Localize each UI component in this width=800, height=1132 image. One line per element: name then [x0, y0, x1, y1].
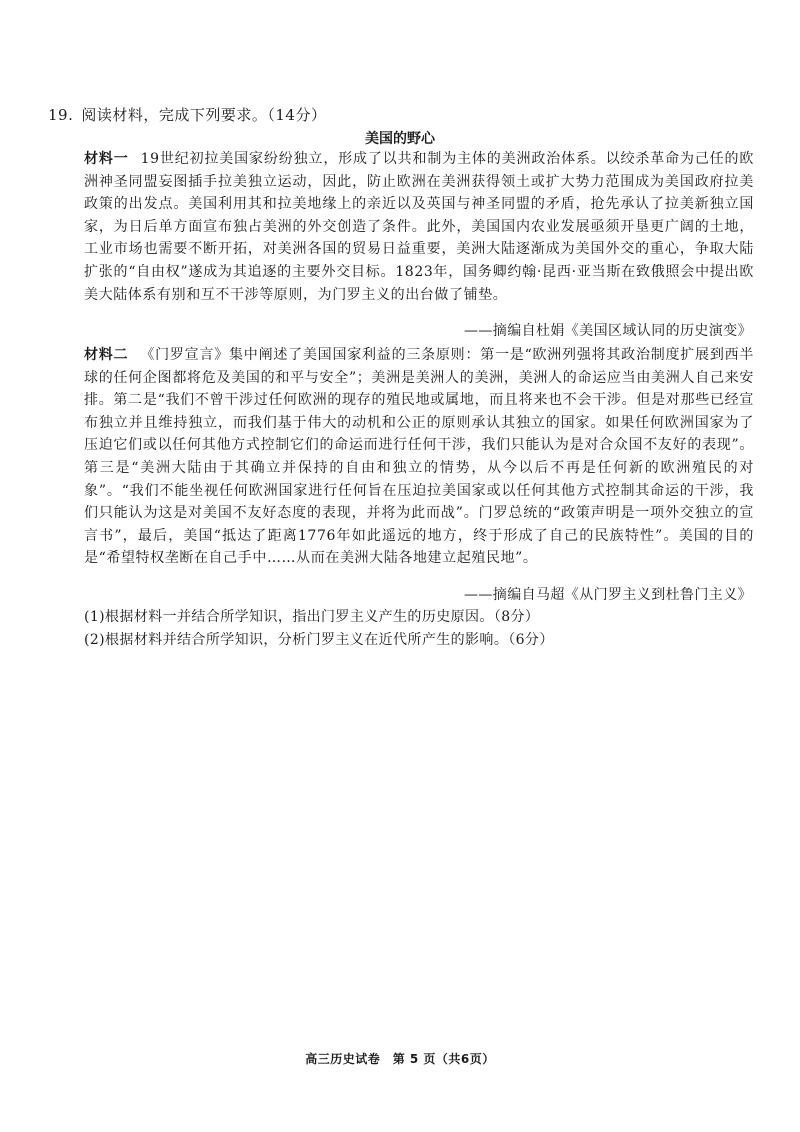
- material-one-source: ——摘编自杜娟《美国区域认同的历史演变》: [464, 323, 752, 339]
- subquestion-1: (1)根据材料一并结合所学知识，指出门罗主义产生的历史原因。（8分）: [84, 609, 540, 625]
- question-number: 19.: [48, 106, 74, 124]
- subquestion-2: (2)根据材料并结合所学知识，分析门罗主义在近代所产生的影响。（6分）: [84, 632, 554, 648]
- material-one: [84, 148, 754, 306]
- material-one-text: 19世纪初拉美国家纷纷独立，形成了以共和制为主体的美洲政治体系。以绞杀革命为己任的欧洲神圣同盟妄图插手拉美独立运动，因此，防止欧洲在美洲获得领土或扩大势力范围成为美国政府拉美政策的出发点。美国利用其和拉美地缘上的亲近以及英国与神圣同盟的矛盾，抢先承认了拉美新独立国家，为日后单方面宣布独占美洲的外交创造了条件。此外，美国国内农业发展亟须开垦更广阔的土地，工业市场也需要不断开拓，对美洲各国的贸易日益重要，美洲大陆逐渐成为美国外交的重心，争取大陆扩张的“自由权”遂成为其追逐的主要外交目标。1823年，国务卿约翰·昆西·亚当斯在致俄照会中提出欧美大陆体系有别和互不干涉等原则，为门罗主义的出台做了铺垫。: [84, 151, 754, 303]
- page-footer: 高三历史试卷 第 5 页（共6页）: [305, 1052, 495, 1066]
- question-header: [48, 104, 326, 126]
- question-instruction: 阅读材料，完成下列要求。（14分）: [81, 106, 327, 124]
- material-one-label: 材料一: [84, 151, 129, 167]
- material-two-label: 材料二: [84, 347, 129, 363]
- material-two: [84, 344, 754, 570]
- material-two-text: 《门罗宣言》集中阐述了美国国家利益的三条原则：第一是“欧洲列强将其政治制度扩展到西半球的任何企图都将危及美国的和平与安全”；美洲是美洲人的美洲，美洲人的命运应当由美洲人自己来安排。第二是“我们不曾干涉过任何欧洲的现存的殖民地或属地，而且将来也不会干涉。但是对那些已经宣布独立并且维持独立，而我们基于伟大的动机和公正的原则承认其独立的国家。如果任何欧洲国家为了压迫它们或以任何其他方式控制它们的命运而进行任何干涉，我们只能认为是对合众国不友好的表现”。第三是“美洲大陆由于其确立并保持的自由和独立的情势，从今以后不再是任何新的欧洲殖民的对象”。“我们不能坐视任何欧洲国家进行任何旨在压迫拉美国家或以任何其他方式控制其命运的干涉，我们只能认为这是对美国不友好态度的表现，并将为此而战”。门罗总统的“政策声明是一项外交独立的宣言书”，最后，美国“抵达了距离1776年如此遥远的地方，终于形成了自己的民族特性”。美国的目的是“希望特权垄断在自己手中……从而在美洲大陆各地建立起殖民地”。: [84, 347, 754, 567]
- material-two-source: ——摘编自马超《从门罗主义到杜鲁门主义》: [464, 587, 752, 603]
- passage-title: 美国的野心: [365, 131, 435, 147]
